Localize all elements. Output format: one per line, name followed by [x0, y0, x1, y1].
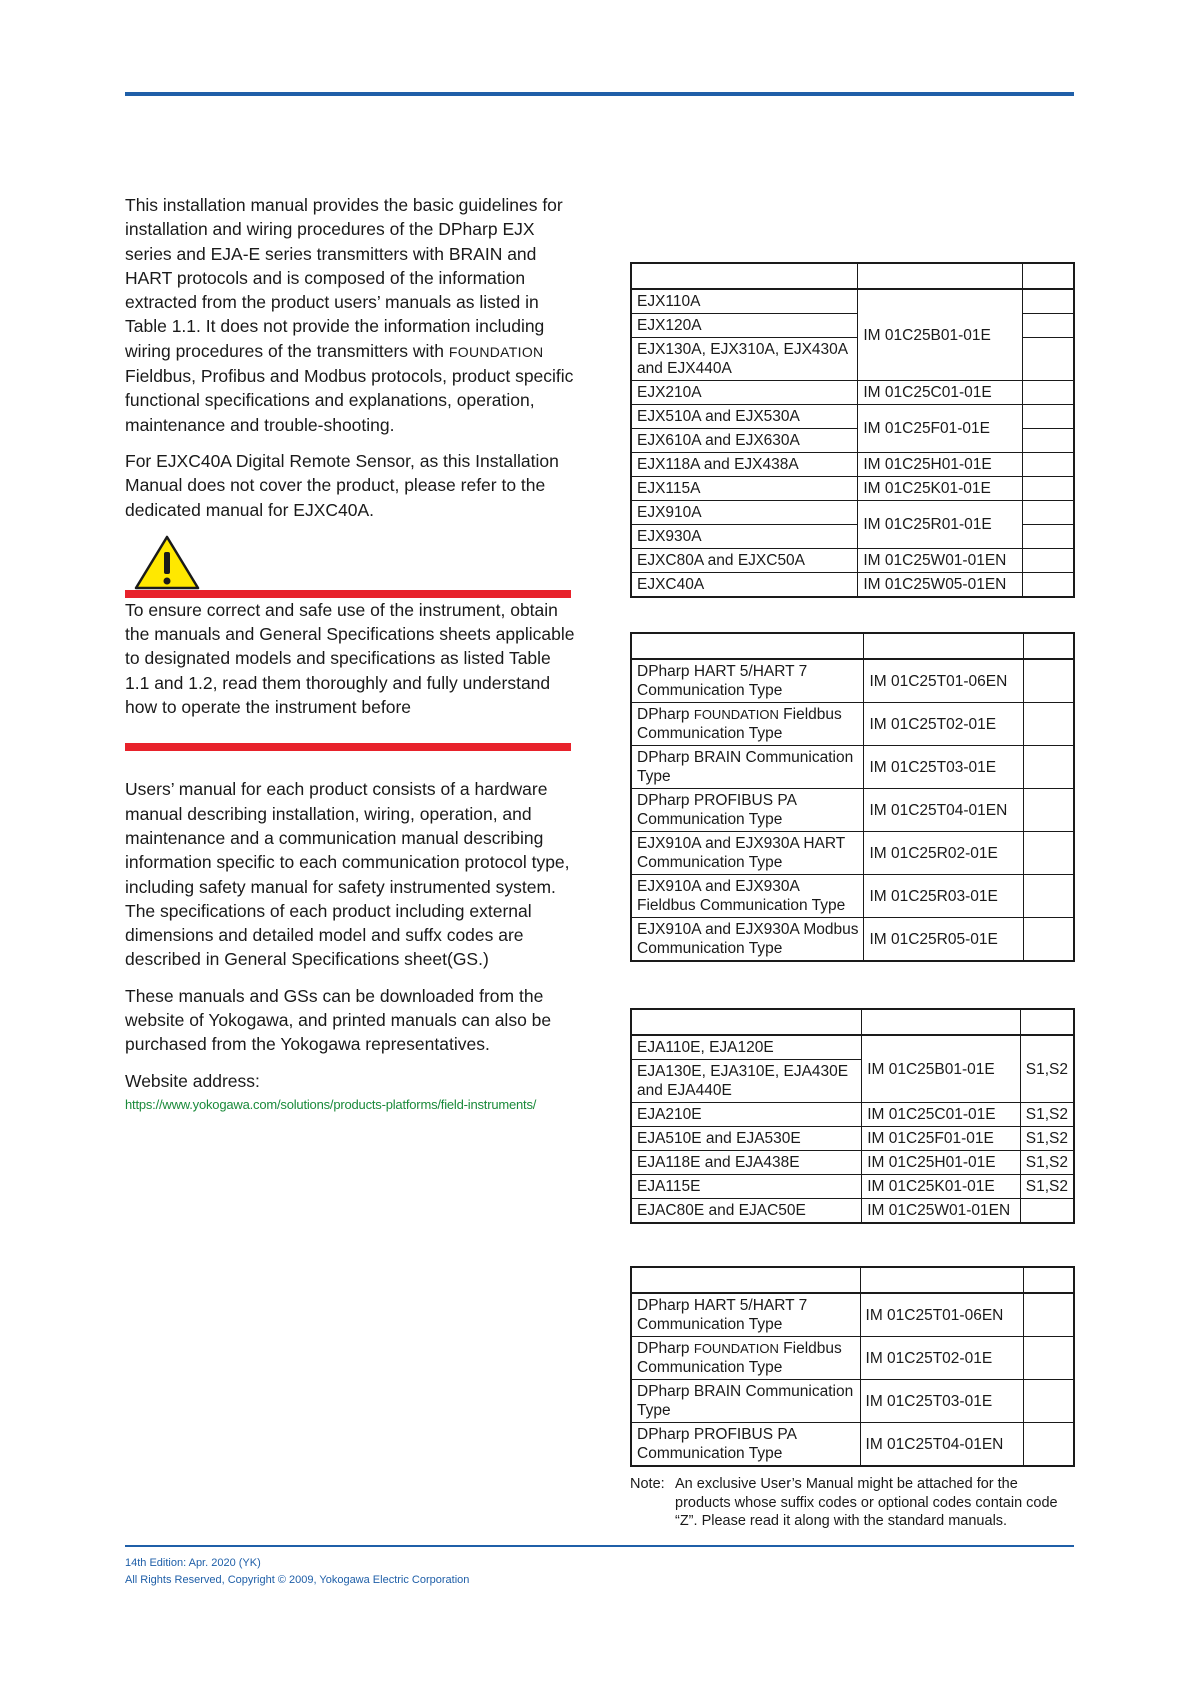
caution-top-bar	[125, 590, 571, 598]
table-row: EJXC40A IM 01C25W05-01EN	[631, 573, 1074, 598]
copyright-text: All Rights Reserved, Copyright © 2009, Yokogawa Electric Corporation	[125, 1574, 470, 1586]
download-paragraph: These manuals and GSs can be downloaded from the website of Yokogawa, and printed manuals can also be purchased from the Yokogawa representatives.	[125, 985, 552, 1055]
table-row: EJX110A IM 01C25B01-01E	[631, 289, 1074, 314]
table-ejx-communication	[630, 632, 1075, 962]
caution-bottom-bar	[125, 743, 571, 751]
table-row: EJX910A and EJX930A HART Communication Type IM 01C25R02-01E	[631, 832, 1074, 875]
footer-rule	[125, 1545, 1074, 1547]
intro-paragraph-ejxc40a: For EJXC40A Digital Remote Sensor, as this Installation Manual does not cover the product, please refer to the dedicated manual for EJXC40A.	[125, 450, 559, 520]
table-row: EJX930A	[631, 525, 1074, 549]
table-row: EJA130E, EJA310E, EJA430E and EJA440E	[631, 1060, 1074, 1103]
table-row: DPharp FOUNDATION Fieldbus Communication Type IM 01C25T02-01E	[631, 1337, 1074, 1380]
table-row: EJX610A and EJX630A	[631, 429, 1074, 453]
table-row: EJA118E and EJA438E IM 01C25H01-01E S1,S2	[631, 1151, 1074, 1175]
users-manual-paragraph: Users’ manual for each product consists of a hardware manual describing installation, wiring, operation, and maintenance and a communication manual describing information specific to each communication protocol type, including safety manual for safety instrumented system. The specifications of each product including external dimensions and detailed model and suffx codes are described in General Specifications sheet(GS.)	[125, 779, 570, 970]
note-label: Note:	[630, 1476, 665, 1492]
table-eja-communication	[630, 1266, 1075, 1467]
table-ejx-manuals	[630, 262, 1075, 598]
table-row: EJX910A and EJX930A Modbus Communication Type IM 01C25R05-01E	[631, 918, 1074, 962]
table-row: EJX910A IM 01C25R01-01E	[631, 501, 1074, 525]
website-link[interactable]: https://www.yokogawa.com/solutions/products-platforms/field-instruments/	[125, 1096, 537, 1112]
table-note	[630, 1475, 1080, 1531]
table-row: DPharp HART 5/HART 7 Communication Type IM 01C25T01-06EN	[631, 1293, 1074, 1337]
caution-text: To ensure correct and safe use of the instrument, obtain the manuals and General Specifications sheets applicable to designated models and specifications as listed Table 1.1 and 1.2, read them thoroughly and fully understand how to operate the instrument before	[125, 599, 575, 718]
table-header-row	[631, 633, 1074, 659]
table-row: EJA110E, EJA120E IM 01C25B01-01E S1,S2	[631, 1035, 1074, 1060]
table-row: EJAC80E and EJAC50E IM 01C25W01-01EN	[631, 1199, 1074, 1224]
table-header-row	[631, 263, 1074, 289]
table-row: EJX120A	[631, 314, 1074, 338]
table-row: EJA210E IM 01C25C01-01E S1,S2	[631, 1103, 1074, 1127]
table-row: EJX510A and EJX530A IM 01C25F01-01E	[631, 405, 1074, 429]
table-row: EJX115A IM 01C25K01-01E	[631, 477, 1074, 501]
table-row: DPharp BRAIN Communication Type IM 01C25T03-01E	[631, 746, 1074, 789]
intro-paragraph: This installation manual provides the basic guidelines for installation and wiring procedures of the DPharp EJX series and EJA-E series transmitters with BRAIN and HART protocols and is composed of the information extracted from the product users’ manuals as listed in Table 1.1. It does not provide the information including wiring procedures of the transmitters with FOUNDATION Fieldbus, Profibus and Modbus protocols, product specific functional specifications and explanations, operation, maintenance and trouble-shooting.	[125, 195, 574, 435]
header-rule	[125, 92, 1074, 96]
table-row: DPharp PROFIBUS PA Communication Type IM 01C25T04-01EN	[631, 1423, 1074, 1467]
caution-box	[125, 534, 575, 751]
edition-text: 14th Edition: Apr. 2020 (YK)	[125, 1557, 261, 1569]
table-row: DPharp FOUNDATION Fieldbus Communication Type IM 01C25T02-01E	[631, 703, 1074, 746]
table-header-row	[631, 1267, 1074, 1293]
table-row: DPharp HART 5/HART 7 Communication Type IM 01C25T01-06EN	[631, 659, 1074, 703]
table-eja-manuals	[630, 1008, 1075, 1224]
users-manual-section	[125, 777, 575, 1112]
table-row: EJXC80A and EJXC50A IM 01C25W01-01EN	[631, 549, 1074, 573]
table-row: EJA115E IM 01C25K01-01E S1,S2	[631, 1175, 1074, 1199]
note-text: An exclusive User’s Manual might be attached for the products whose suffix codes or optional codes contain code “Z”. Please read it along with the standard manuals.	[675, 1476, 1058, 1529]
table-row: EJX130A, EJX310A, EJX430A and EJX440A	[631, 338, 1074, 381]
footer	[125, 1555, 469, 1589]
table-row: EJX910A and EJX930A Fieldbus Communication Type IM 01C25R03-01E	[631, 875, 1074, 918]
table-row: DPharp PROFIBUS PA Communication Type IM 01C25T04-01EN	[631, 789, 1074, 832]
table-header-row	[631, 1009, 1074, 1035]
website-label: Website address:	[125, 1070, 260, 1091]
table-row: DPharp BRAIN Communication Type IM 01C25T03-01E	[631, 1380, 1074, 1423]
table-row: EJX118A and EJX438A IM 01C25H01-01E	[631, 453, 1074, 477]
left-column	[125, 193, 575, 1112]
warning-triangle-icon	[133, 534, 201, 590]
table-row: EJA510E and EJA530E IM 01C25F01-01E S1,S2	[631, 1127, 1074, 1151]
table-row: EJX210A IM 01C25C01-01E	[631, 381, 1074, 405]
